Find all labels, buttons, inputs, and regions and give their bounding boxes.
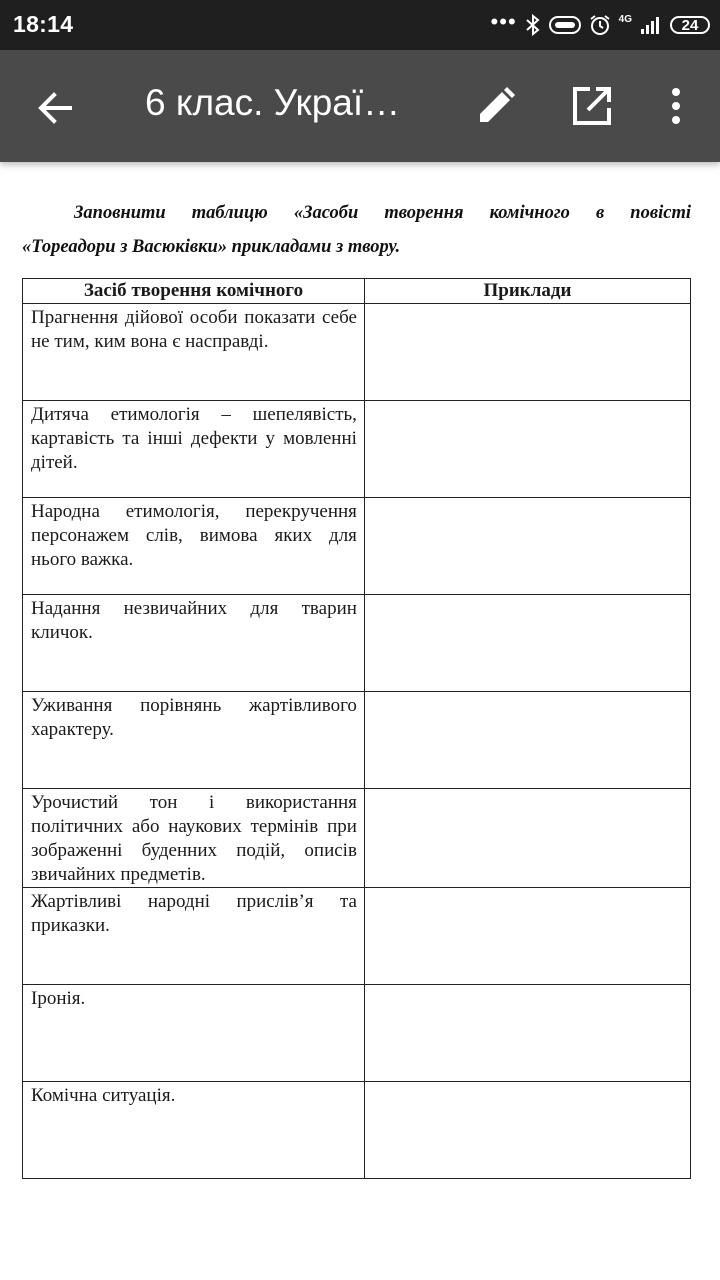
table-row xyxy=(23,985,691,1082)
means-cell: Дитяча етимологія – шепелявість, картавість та інші дефекти у мовленні дітей. xyxy=(23,401,365,498)
instructions-line-1: Заповнити таблицю «Засоби творення комічного в повісті xyxy=(74,203,691,223)
example-cell xyxy=(364,1082,690,1179)
instructions-line-2: «Тореадори з Васюківки» прикладами з твору. xyxy=(22,237,401,257)
document-title: 6 клас. Украї… xyxy=(145,82,401,123)
table-row xyxy=(23,888,691,985)
notification-dots-icon: ••• xyxy=(490,9,517,34)
back-arrow-icon[interactable] xyxy=(34,86,78,130)
alarm-icon xyxy=(589,14,611,36)
means-cell: Уживання порівнянь жартівливого характеру. xyxy=(23,692,365,789)
means-cell: Народна етимологія, перекручення персонажем слів, вимова яких для нього важка. xyxy=(23,498,365,595)
example-cell xyxy=(364,498,690,595)
status-bar xyxy=(0,0,720,50)
status-icons xyxy=(491,10,710,40)
means-cell: Іронія. xyxy=(23,985,365,1082)
comic-means-table xyxy=(22,278,691,1179)
table-row xyxy=(23,498,691,595)
data-saver-icon xyxy=(549,15,581,35)
table-row xyxy=(23,1082,691,1179)
status-time: 18:14 xyxy=(13,11,74,37)
table-row xyxy=(23,401,691,498)
table-row xyxy=(23,692,691,789)
document-page xyxy=(0,162,720,1280)
example-cell xyxy=(364,985,690,1082)
battery-icon: 24 xyxy=(670,16,710,34)
bluetooth-icon xyxy=(525,14,541,36)
means-cell: Прагнення дійової особи показати себе не тим, ким вона є насправді. xyxy=(23,304,365,401)
means-cell: Жартівливі народні прислів’я та приказки. xyxy=(23,888,365,985)
table-row xyxy=(23,304,691,401)
more-vert-icon[interactable] xyxy=(664,84,688,128)
signal-icon xyxy=(640,15,662,35)
table-row xyxy=(23,595,691,692)
example-cell xyxy=(364,304,690,401)
means-cell: Надання незвичайних для тварин кличок. xyxy=(23,595,365,692)
table-row xyxy=(23,789,691,888)
pencil-icon[interactable] xyxy=(474,84,518,128)
open-in-new-icon[interactable] xyxy=(570,84,614,128)
network-type: 4G xyxy=(618,14,632,25)
example-cell xyxy=(364,595,690,692)
means-cell: Урочистий тон і використання політичних або наукових термінів при зображенні буденних подій, описів звичайних предметів. xyxy=(23,789,365,888)
header-examples: Приклади xyxy=(364,279,690,304)
example-cell xyxy=(364,789,690,888)
example-cell xyxy=(364,888,690,985)
table-header-row xyxy=(23,279,691,304)
header-means: Засіб творення комічного xyxy=(23,279,365,304)
example-cell xyxy=(364,692,690,789)
instructions xyxy=(22,196,691,264)
example-cell xyxy=(364,401,690,498)
instructions-text xyxy=(22,196,691,230)
app-bar xyxy=(0,50,720,162)
means-cell: Комічна ситуація. xyxy=(23,1082,365,1179)
